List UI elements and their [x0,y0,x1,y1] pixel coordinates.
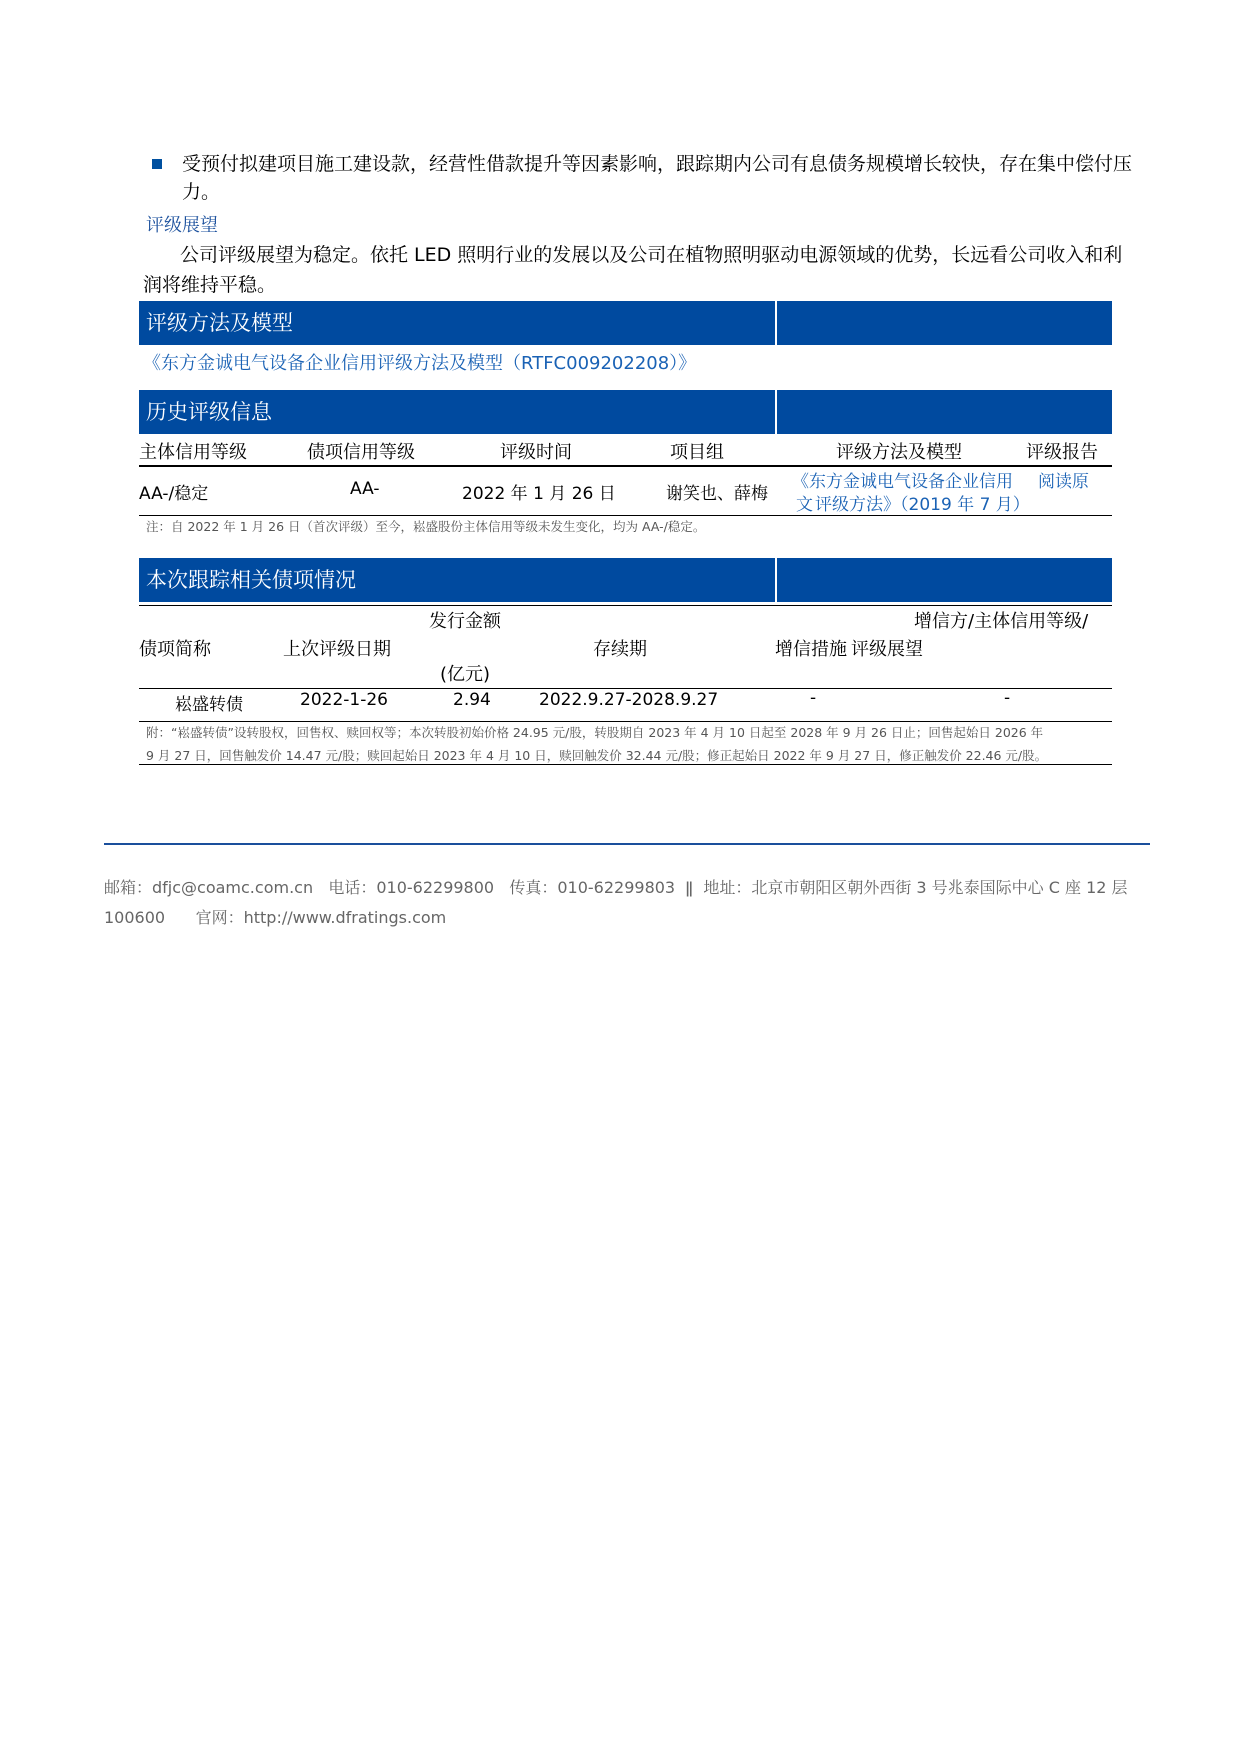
bond-header-guarantor-line2: 评级展望 [851,639,923,660]
bond-guarantor: - [1004,688,1011,708]
bond-header-amount-line2: (亿元) [440,664,491,685]
history-header-team: 项目组 [670,442,724,463]
outlook-paragraph: 公司评级展望为稳定。依托 LED 照明行业的发展以及公司在植物照明驱动电源领域的优势，长远看公司收入和利润将维持平稳。 [143,244,1123,296]
bond-note-line1: 附：“崧盛转债”设转股权，回售权、赎回权等；本次转股初始价格 24.95 元/股，转股期自 2023 年 4 月 10 日起至 2028 年 9 月 26 日止；回售起始日 2026 年 [146,725,1044,740]
risk-bullet-text: 受预付拟建项目施工建设款，经营性借款提升等因素影响，跟踪期内公司有息债务规模增长较快，存在集中偿付压力。 [182,153,1133,203]
bond-row-rule [139,721,1112,722]
bond-header-guarantor-line1: 增信方/主体信用等级/ [914,611,1089,632]
history-team: 谢笑也、薛梅 [666,484,768,504]
bond-header-amount-line1: 发行金额 [429,611,501,632]
bond-header-term: 存续期 [593,639,647,660]
bond-section-title: 本次跟踪相关债项情况 [146,568,356,592]
bond-amount: 2.94 [453,690,491,710]
history-section-title: 历史评级信息 [146,400,272,424]
history-note: 注：自 2022 年 1 月 26 日（首次评级）至今，崧盛股份主体信用等级未发生变化，均为 AA-/稳定。 [146,519,706,534]
bond-name: 崧盛转债 [175,695,243,715]
method-section-title: 评级方法及模型 [146,311,293,335]
history-header-report: 评级报告 [1026,442,1098,463]
method-model-link[interactable]: 《东方金诚电气设备企业信用评级方法及模型（RTFC009202208）》 [143,353,697,374]
bond-header-name: 债项简称 [139,639,211,660]
history-row-rule [139,515,1112,516]
bond-section-bar [139,558,1112,602]
history-method-link-line1[interactable]: 《东方金诚电气设备企业信用 [792,472,1013,492]
footer-contact: 邮箱：dfjc@coamc.com.cn 电话：010-62299800 传真：010-62299803 ǁ 地址：北京市朝阳区朝外西街 3 号兆泰国际中心 C 座 12 层 [104,878,1128,897]
history-report-link-line2[interactable]: 文 [796,495,813,515]
history-report-link-line1[interactable]: 阅读原 [1038,472,1089,492]
bond-term: 2022.9.27-2028.9.27 [539,690,719,710]
history-header-method: 评级方法及模型 [836,442,962,463]
footer-postcode-website: 100600 官网：http://www.dfratings.com [104,908,447,927]
bond-header-rule [139,688,1112,689]
history-bond-rating: AA- [350,479,380,499]
history-header-date: 评级时间 [500,442,572,463]
history-header-issuer-rating: 主体信用等级 [139,442,247,463]
bond-header-last-date: 上次评级日期 [283,639,391,660]
history-issuer-rating: AA-/稳定 [139,484,209,504]
bond-last-date: 2022-1-26 [300,690,388,710]
method-section-bar [139,301,1112,345]
history-section-bar [139,390,1112,434]
bond-top-rule [139,605,1112,606]
bond-note-rule [139,764,1112,765]
history-header-bond-rating: 债项信用等级 [307,442,415,463]
bond-enhancement: - [810,688,817,708]
outlook-heading: 评级展望 [146,215,218,236]
history-date: 2022 年 1 月 26 日 [462,484,616,504]
bond-header-enhancement: 增信措施 [775,639,847,660]
bond-note-line2: 9 月 27 日，回售触发价 14.47 元/股；赎回起始日 2023 年 4 月 10 日，赎回触发价 32.44 元/股；修正起始日 2022 年 9 月 27 日，修正触发价 22.46 元/股。 [146,748,1048,763]
footer-rule [104,843,1150,845]
history-method-link-line2[interactable]: 评级方法》（2019 年 7 月） [815,495,1030,515]
bullet-square-icon [152,159,162,169]
risk-bullet [152,150,1137,206]
